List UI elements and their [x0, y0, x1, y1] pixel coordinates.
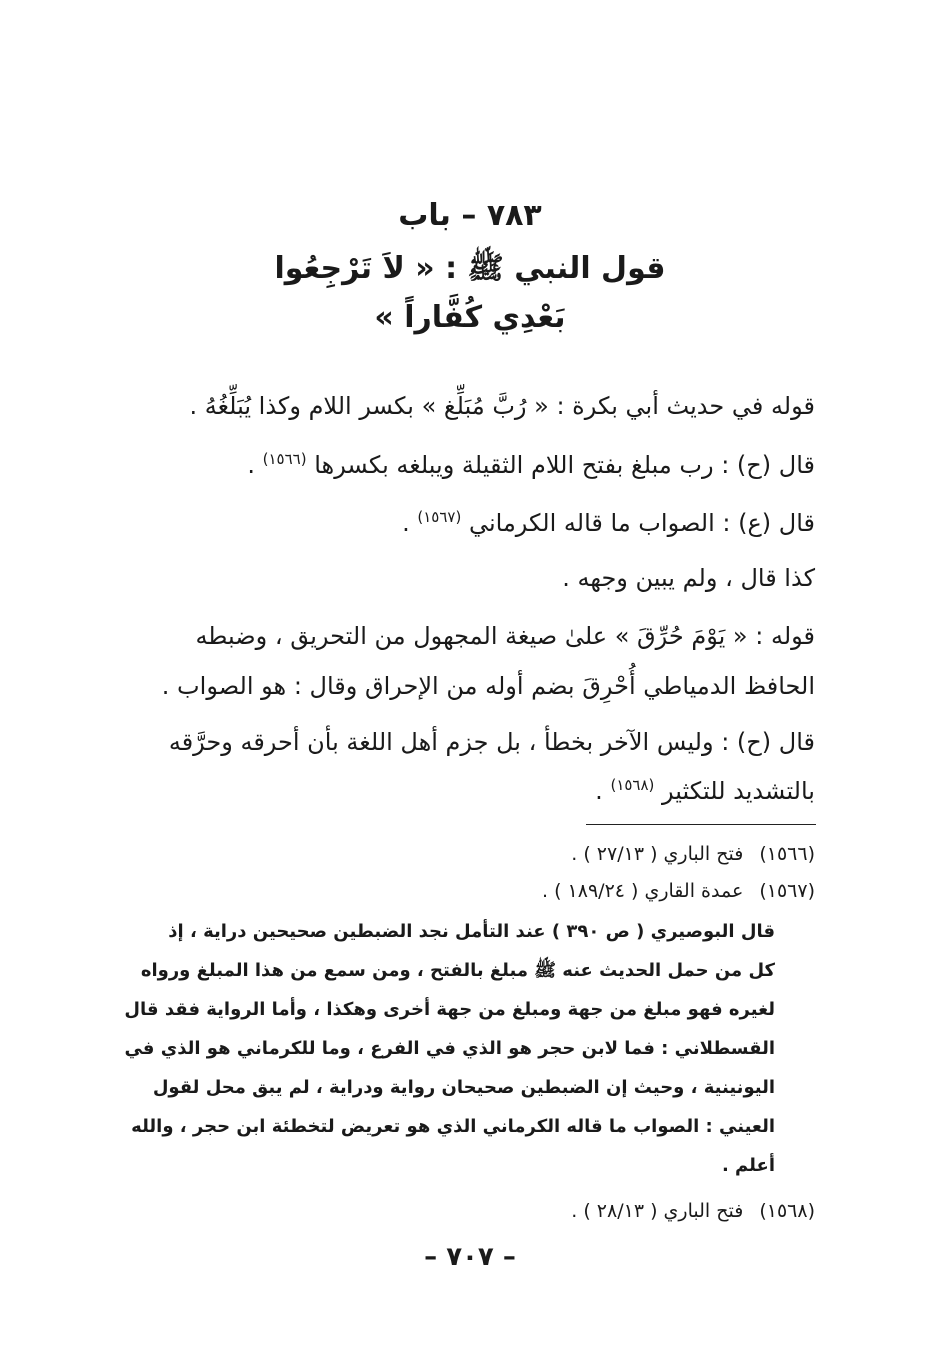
paragraph-3 — [105, 508, 815, 538]
footnote-quote-line-7: أعلم . — [721, 1155, 775, 1176]
paragraph-6-text: بالتشديد للتكثير — [662, 777, 815, 805]
footnote-quote-line-6: العيني : الصواب ما قاله الكرماني الذي هو تعريض لتخطئة ابن حجر ، والله — [131, 1116, 775, 1137]
paragraph-2 — [105, 450, 815, 480]
footnote-quote-line-1: قال البوصيري ( ص ٣٩٠ ) عند التأمل نجد الضبطين صحيحين دراية ، إذ — [168, 921, 775, 942]
paragraph-5-line-1: قوله : « يَوْمَ حُرِّقَ » علىٰ صيغة المجهول من التحريق ، وضبطه — [195, 622, 815, 650]
paragraph-1: قوله في حديث أبي بكرة : « رُبَّ مُبَلِّغ » بكسر اللام وكذا يُبَلِّغُهُ . — [189, 392, 815, 420]
paragraph-3-end: . — [402, 509, 410, 537]
paragraph-3-text: قال (ع) : الصواب ما قاله الكرماني — [468, 509, 815, 537]
paragraph-4: كذا قال ، ولم يبين وجهه . — [562, 564, 815, 592]
paragraph-6-line-2 — [105, 776, 815, 806]
paragraph-2-end: . — [247, 451, 255, 479]
footnote-number: (١٥٦٦) — [759, 843, 815, 865]
footnote-1567 — [105, 880, 815, 903]
chapter-title-line-2: بَعْدِي كُفَّاراً » — [374, 300, 566, 335]
footnote-quote-line-2: كل من حمل الحديث عنه ﷺ مبلغ بالفتح ، ومن سمع من هذا المبلغ ورواه — [140, 960, 775, 981]
footnote-separator — [586, 824, 816, 825]
chapter-number-heading: ٧٨٣ – باب — [398, 198, 542, 233]
footnote-text: عمدة القاري ( ١٨٩/٢٤ ) . — [542, 880, 744, 902]
paragraph-6-end: . — [595, 777, 603, 805]
paragraph-6-line-1: قال (ح) : وليس الآخر بخطأ ، بل جزم أهل اللغة بأن أحرقه وحرَّقه — [168, 728, 815, 756]
footnote-quote-line-5: اليونينية ، وحيث إن الضبطين صحيحان رواية ودراية ، لم يبق محل لقول — [152, 1077, 775, 1098]
footnote-ref-1566: (١٥٦٦) — [262, 450, 307, 468]
paragraph-5-line-2: الحافظ الدمياطي أُحْرِقَ بضم أوله من الإحراق وقال : هو الصواب . — [161, 672, 815, 700]
chapter-title-line-1: قول النبي ﷺ : « لاَ تَرْجِعُوا — [274, 251, 666, 286]
footnote-ref-1567: (١٥٦٧) — [417, 508, 462, 526]
footnote-ref-1568: (١٥٦٨) — [610, 776, 655, 794]
page-number: – ٧٠٧ – — [424, 1242, 516, 1272]
footnote-number: (١٥٦٨) — [759, 1200, 815, 1222]
footnote-1566 — [105, 843, 815, 866]
footnote-number: (١٥٦٧) — [759, 880, 815, 902]
footnote-1568 — [105, 1200, 815, 1223]
paragraph-2-text: قال (ح) : رب مبلغ بفتح اللام الثقيلة ويبلغه بكسرها — [314, 451, 815, 479]
footnote-text: فتح الباري ( ٢٨/١٣ ) . — [571, 1200, 744, 1222]
footnote-quote-line-4: القسطلاني : فما لابن حجر هو الذي في الفرع ، وما للكرماني هو الذي في — [124, 1038, 775, 1059]
footnote-quote-line-3: لغيره فهو مبلغ من جهة ومبلغ من جهة أخرى وهكذا ، وأما الرواية فقد قال — [124, 999, 775, 1020]
footnote-text: فتح الباري ( ٢٧/١٣ ) . — [571, 843, 744, 865]
